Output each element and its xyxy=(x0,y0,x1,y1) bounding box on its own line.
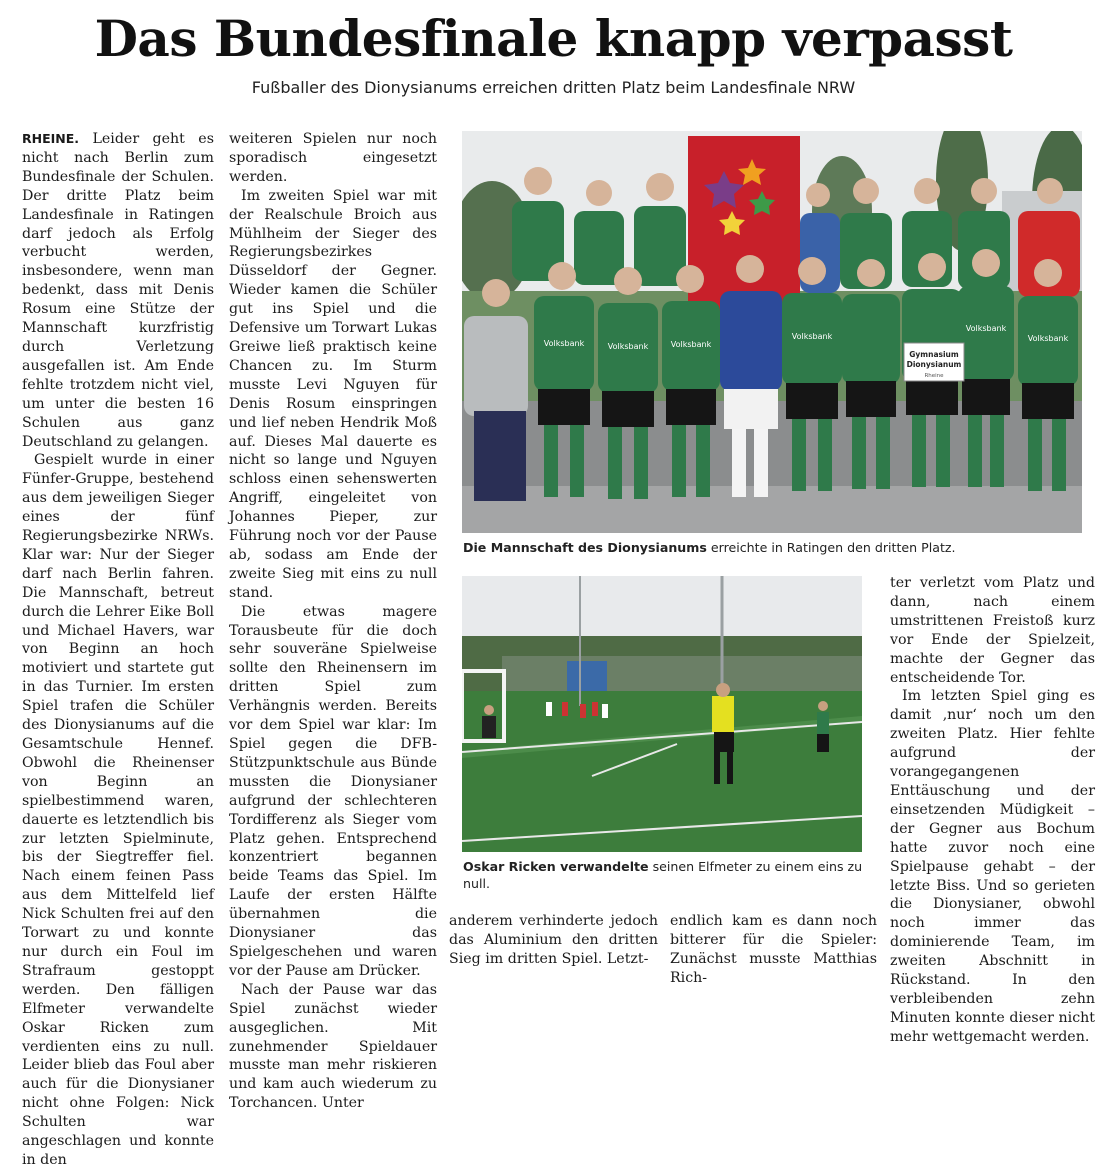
paragraph: Die etwas magere Torausbeute für die doch sehr souveräne Spielweise sollte den Rheinensern im dritten Spiel zum Verhängnis werden. Bereits vor dem Spiel war klar: Im Spiel gegen die DFB-Stützpunktschule aus Bünde mussten die Dionysianer aufgrund der schlechteren Tordifferenz als Sieger vom Platz gehen. Entsprechend konzentriert begannen beide Teams das Spiel. Im Laufe der ersten Hälfte übernahmen die Dionysianer das Spielgeschehen und waren vor der Pause am Drücker. xyxy=(229,603,437,979)
headline: Das Bundesfinale knapp verpasst xyxy=(94,9,1013,68)
svg-text:Volksbank: Volksbank xyxy=(607,342,649,351)
svg-text:Dionysianum: Dionysianum xyxy=(906,360,962,369)
svg-text:Volksbank: Volksbank xyxy=(670,340,712,349)
svg-text:Volksbank: Volksbank xyxy=(1027,334,1069,343)
match-photo-caption: Oskar Ricken verwandelte seinen Elfmeter zu einem eins zu null. xyxy=(463,859,863,891)
article-column-2 xyxy=(229,130,437,1113)
article-column-3a xyxy=(449,912,658,969)
svg-text:Rheine: Rheine xyxy=(924,373,944,379)
paragraph: Im zweiten Spiel war mit der Realschule Broich aus Mühlheim der Sieger des Regierungsbezirkes Düsseldorf der Gegner. Wieder kamen die Schüler gut ins Spiel und die Defensive um Torwart Lukas Greiwe ließ praktisch keine Chancen zu. Im Sturm musste Levi Nguyen für Denis Rosum einspringen und lief neben Hendrik Moß auf. Dieses Mal dauerte es nicht so lange und Nguyen schloss einen sehenswerten Angriff, eingeleitet von Johannes Pieper, zur Führung noch vor der Pause ab, sodass am Ende der zweite Sieg mit eins zu null stand. xyxy=(229,187,437,601)
paragraph: anderem verhinderte jedoch das Aluminium den dritten Sieg im dritten Spiel. Letzt- xyxy=(449,913,658,967)
paragraph: Im letzten Spiel ging es damit ‚nur‘ noch um den zweiten Platz. Hier fehlte aufgrund der vorangegangenen Enttäuschung und der einsetzenden Müdigkeit – der Gegner aus Bochum hatte zuvor noch eine Spielpause gehabt – der letzte Biss. Und so gerieten die Dionysianer, obwohl noch immer das dominierende Team, im zweiten Abschnitt in Rückstand. In den verbleibenden zehn Minuten konnte dieser nicht mehr wettgemacht werden. xyxy=(890,688,1095,1045)
article-column-1 xyxy=(22,130,214,1170)
team-photo-caption: Die Mannschaft des Dionysianums erreichte in Ratingen den dritten Platz. xyxy=(463,540,956,555)
dateline: RHEINE. xyxy=(22,131,80,146)
team-sign: Gymnasium xyxy=(909,350,959,359)
article-column-3b xyxy=(670,912,877,988)
paragraph: Gespielt wurde in einer Fünfer-Gruppe, bestehend aus dem jeweiligen Sieger eines der fünf Regierungsbezirke NRWs. Klar war: Nur der Sieger darf nach Berlin fahren. Die Mannschaft, betreut durch die Lehrer Eike Boll und Michael Havers, war von Beginn an hoch motiviert und startete gut in das Turnier. Im ersten Spiel trafen die Schüler des Dionysianums auf die Gesamtschule Hennef. Obwohl die Rheinenser von Beginn an spielbestimmend waren, dauerte es letztendlich bis zur letzten Spielminute, bis der Siegtreffer fiel. Nach einem feinen Pass aus dem Mittelfeld lief Nick Schulten frei auf den Torwart zu und konnte nur durch ein Foul im Strafraum gestoppt werden. Den fälligen Elfmeter verwandelte Oskar Ricken zum verdienten eins zu null. Leider blieb das Foul aber auch für die Dionysianer nicht ohne Folgen: Nick Schulten war angeschlagen und konnte in den xyxy=(22,452,214,1168)
subheadline: Fußballer des Dionysianums erreichen dritten Platz beim Landesfinale NRW xyxy=(251,78,856,97)
match-photo xyxy=(462,576,862,852)
paragraph: RHEINE. Leider geht es nicht nach Berlin zum Bundesfinale der Schulen. Der dritte Platz beim Landesfinale in Ratingen darf jedoch als Erfolg verbucht werden, insbesondere, wenn man bedenkt, dass mit Denis Rosum eine Stütze der Mannschaft kurzfristig durch Verletzung ausgefallen ist. Am Ende fehlte trotzdem nicht viel, um unter die besten 16 Schulen aus ganz Deutschland zu gelangen. xyxy=(22,131,214,450)
paragraph: Nach der Pause war das Spiel zunächst wieder ausgeglichen. Mit zunehmender Spieldauer musste man mehr riskieren und kam auch wiederum zu Torchancen. Unter xyxy=(229,981,437,1112)
jersey-text: Volksbank xyxy=(543,339,585,348)
svg-text:Volksbank: Volksbank xyxy=(965,324,1007,333)
team-photo xyxy=(462,131,1082,533)
paragraph: ter verletzt vom Platz und dann, nach einem umstrittenen Freistoß kurz vor Ende der Spielzeit, machte der Gegner das entscheidende Tor. xyxy=(890,575,1095,686)
paragraph: endlich kam es dann noch bitterer für die Spieler: Zunächst musste Matthias Rich- xyxy=(670,913,877,986)
paragraph: weiteren Spielen nur noch sporadisch eingesetzt werden. xyxy=(229,131,437,185)
article-column-4 xyxy=(890,574,1095,1047)
svg-text:Volksbank: Volksbank xyxy=(791,332,833,341)
